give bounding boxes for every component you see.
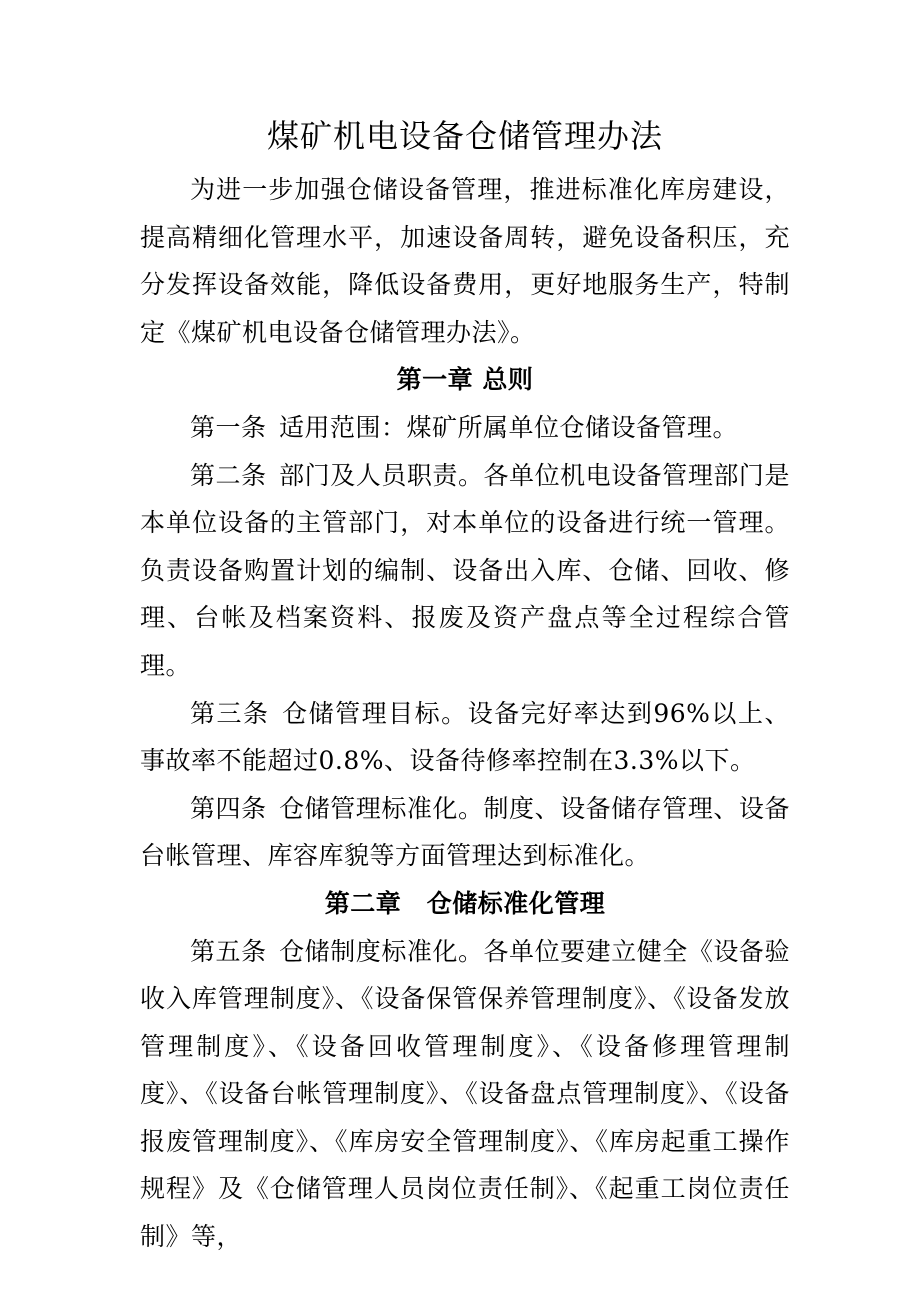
article-text: 适用范围：煤矿所属单位仓储设备管理。 — [279, 412, 739, 442]
intro-paragraph: 为进一步加强仓储设备管理，推进标准化库房建设，提高精细化管理水平，加速设备周转，避免设备积压，充分发挥设备效能，降低设备费用，更好地服务生产，特制定《煤矿机电设备仓储管理办法》。 — [140, 175, 790, 347]
article-2 — [140, 452, 790, 690]
article-number: 第一条 — [190, 412, 267, 442]
chapter-2-heading: 第二章 仓储标准化管理 — [324, 888, 606, 918]
chapter-1-heading: 第一章 总则 — [396, 365, 534, 395]
article-text: 部门及人员职责。各单位机电设备管理部门是本单位设备的主管部门，对本单位的设备进行统一管理。负责设备购置计划的编制、设备出入库、仓储、回收、修理、台帐及档案资料、报废及资产盘点等全过程综合管理。 — [140, 460, 790, 680]
article-5 — [140, 928, 790, 1261]
article-1 — [140, 404, 790, 452]
article-text: 仓储管理目标。设备完好率达到96%以上、事故率不能超过0.8%、设备待修率控制在3.3%以下。 — [140, 698, 790, 776]
article-number: 第五条 — [190, 936, 267, 966]
article-4 — [140, 785, 790, 880]
article-text: 仓储制度标准化。各单位要建立健全《设备验收入库管理制度》、《设备保管保养管理制度》、《设备发放管理制度》、《设备回收管理制度》、《设备修理管理制度》、《设备台帐管理制度》、《设备盘点管理制度》、《设备报废管理制度》、《库房安全管理制度》、《库房起重工操作规程》及《仓储管理人员岗位责任制》、《起重工岗位责任制》等， — [140, 936, 790, 1252]
document-title: 煤矿机电设备仓储管理办法 — [266, 117, 663, 155]
article-number: 第四条 — [190, 793, 267, 823]
article-number: 第三条 — [190, 698, 270, 728]
article-number: 第二条 — [190, 460, 267, 490]
article-3 — [140, 690, 790, 785]
article-text: 仓储管理标准化。制度、设备储存管理、设备台帐管理、库容库貌等方面管理达到标准化。 — [140, 793, 790, 871]
